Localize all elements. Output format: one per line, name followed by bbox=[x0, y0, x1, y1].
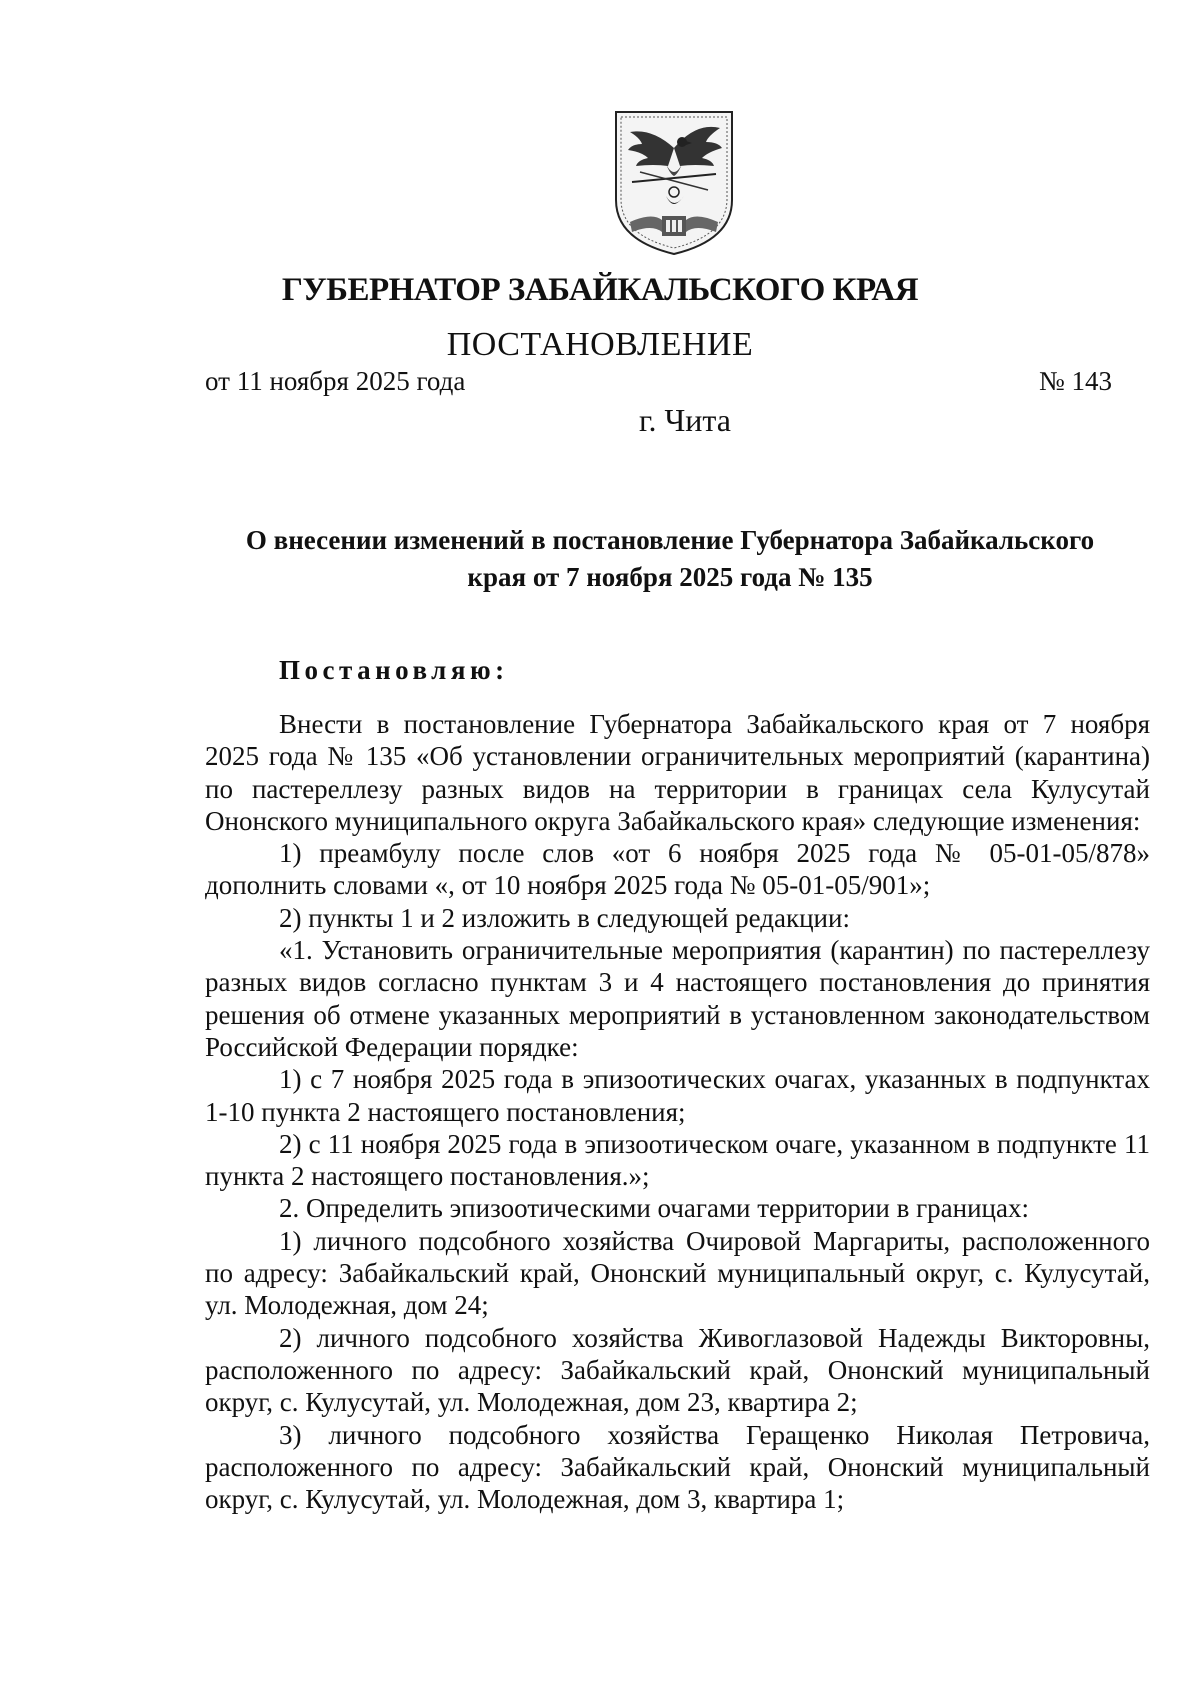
authority-heading: ГУБЕРНАТОР ЗАБАЙКАЛЬСКОГО КРАЯ bbox=[281, 272, 919, 308]
paragraph: 2) пункты 1 и 2 изложить в следующей редакции: bbox=[279, 902, 850, 933]
title-line-1: О внесении изменений в постановление Губернатора Забайкальского bbox=[245, 525, 1095, 555]
paragraph: 1) с 7 ноября 2025 года в эпизоотических очагах, указанных в подпунктах 1-10 пункта 2 настоящего постановления; bbox=[205, 1064, 1150, 1127]
paragraph: Внести в постановление Губернатора Забайкальского края от 7 ноября 2025 года № 135 «Об установлении ограничительных мероприятий (карантина) по пастереллезу разных видов на территории в границах села Кулусутай Ононского муниципального округа Забайкальского края» следующие изменения: bbox=[205, 709, 1150, 836]
document-number: № 143 bbox=[1038, 366, 1112, 396]
paragraph: «1. Установить ограничительные мероприятия (карантин) по пастереллезу разных видов согласно пунктам 3 и 4 настоящего постановления до принятия решения об отмене указанных мероприятий в установленном законодательством Российской Федерации порядке: bbox=[205, 935, 1150, 1062]
paragraph: 2) с 11 ноября 2025 года в эпизоотическом очаге, указанном в подпункте 11 пункта 2 настоящего постановления.»; bbox=[205, 1128, 1150, 1192]
paragraph: 1) преамбулу после слов «от 6 ноября 2025 года № 05-01-05/878» дополнить словами «, от 10 ноября 2025 года № 05-01-05/901»; bbox=[205, 838, 1150, 901]
document-date: от 11 ноября 2025 года bbox=[205, 366, 466, 396]
document-city: г. Чита bbox=[638, 402, 731, 438]
coat-of-arms-icon bbox=[612, 108, 736, 258]
decree-word: Постановляю: bbox=[279, 655, 509, 685]
paragraph: 2. Определить эпизоотическими очагами территории в границах: bbox=[279, 1193, 1029, 1224]
document-type: ПОСТАНОВЛЕНИЕ bbox=[446, 326, 754, 363]
paragraph: 1) личного подсобного хозяйства Очировой Маргариты, расположенного по адресу: Забайкальский край, Ононский муниципальный округ, с. Кулусутай, ул. Молодежная, дом 24; bbox=[205, 1225, 1150, 1321]
document-title bbox=[205, 522, 1135, 596]
paragraph: 2) личного подсобного хозяйства Живоглазовой Надежды Викторовны, расположенного по адресу: Забайкальский край, Ононский муниципальный округ, с. Кулусутай, ул. Молодежная, дом 23, квартира 2; bbox=[205, 1322, 1150, 1418]
title-line-2: края от 7 ноября 2025 года № 135 bbox=[467, 562, 873, 592]
paragraph: 3) личного подсобного хозяйства Геращенко Николая Петровича, расположенного по адресу: Забайкальский край, Ононский муниципальный округ, с. Кулусутай, ул. Молодежная, дом 3, квартира 1; bbox=[205, 1419, 1150, 1515]
document-body bbox=[205, 708, 1150, 1515]
